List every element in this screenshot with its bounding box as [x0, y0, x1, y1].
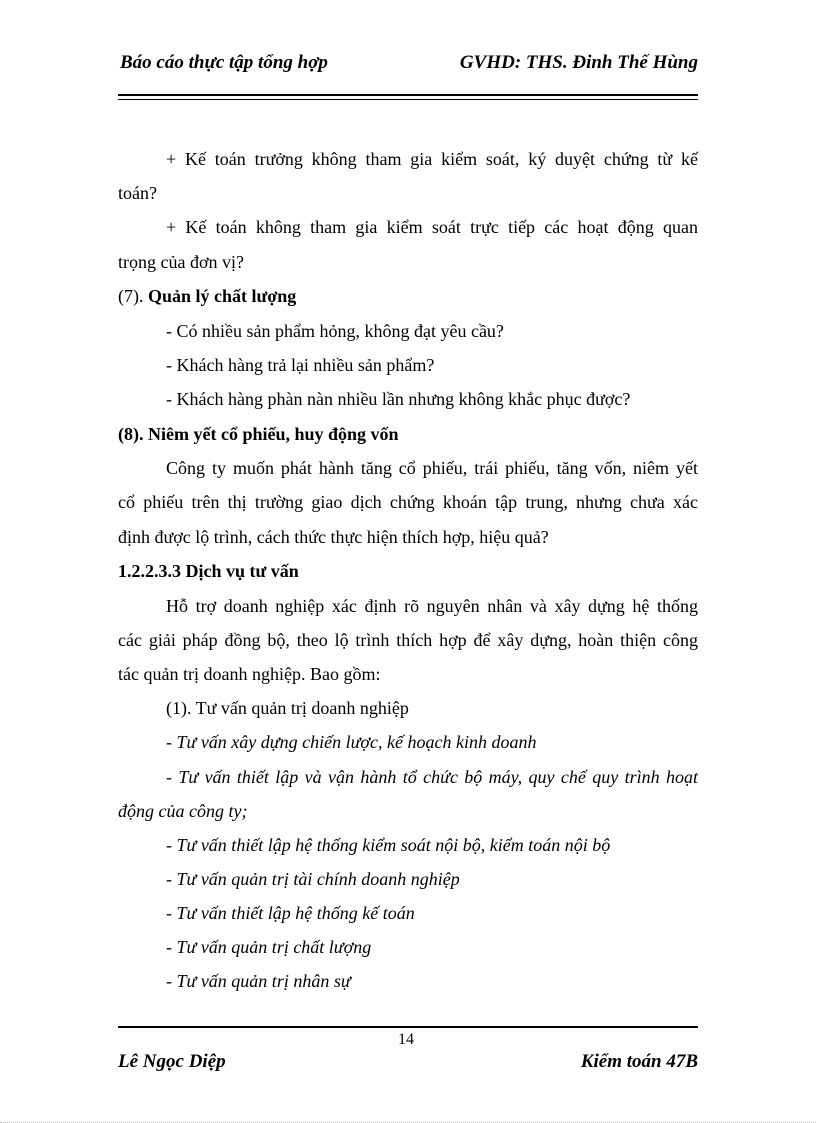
list-item: - Tư vấn thiết lập hệ thống kiểm soát nội bộ, kiểm toán nội bộ — [166, 835, 611, 855]
list-item: - Tư vấn xây dựng chiến lược, kế hoạch kinh doanh — [166, 732, 537, 752]
section-heading: 1.2.2.3.3 Dịch vụ tư vấn — [118, 561, 299, 581]
header-rule-thick — [118, 94, 698, 96]
page-header — [118, 52, 698, 82]
heading-title: Quản lý chất lượng — [143, 286, 297, 306]
subheading: (1). Tư vấn quản trị doanh nghiệp — [166, 698, 409, 718]
paragraph-line: toán? — [118, 183, 157, 203]
paragraph-line: định được lộ trình, cách thức thực hiện thích hợp, hiệu quả? — [118, 527, 549, 547]
heading-number: (7). — [118, 286, 144, 306]
list-item-continuation: động của công ty; — [118, 801, 248, 821]
heading-quality-management — [118, 285, 698, 307]
paragraph-line: + Kế toán trưởng không tham gia kiểm soát, ký duyệt chứng từ kế — [166, 149, 698, 169]
list-item: - Tư vấn thiết lập và vận hành tổ chức bộ máy, quy chế quy trình hoạt — [166, 767, 698, 787]
list-item: - Khách hàng trả lại nhiều sản phẩm? — [166, 355, 435, 375]
list-item: - Tư vấn quản trị tài chính doanh nghiệp — [166, 869, 460, 889]
list-item: - Khách hàng phàn nàn nhiều lần nhưng không khắc phục được? — [166, 389, 631, 409]
paragraph-line: trọng của đơn vị? — [118, 252, 244, 272]
footer-class: Kiểm toán 47B — [580, 1051, 698, 1072]
header-rule-thin — [118, 99, 698, 100]
paragraph-line: Hỗ trợ doanh nghiệp xác định rõ nguyên nhân và xây dựng hệ thống — [166, 596, 698, 616]
list-item: - Tư vấn quản trị nhân sự — [166, 971, 351, 991]
footer-author: Lê Ngọc Diệp — [118, 1051, 226, 1072]
header-report-title: Báo cáo thực tập tổng hợp — [120, 52, 328, 73]
list-item: - Tư vấn quản trị chất lượng — [166, 937, 372, 957]
paragraph-line: + Kế toán không tham gia kiểm soát trực tiếp các hoạt động quan — [166, 217, 698, 237]
header-supervisor: GVHD: THS. Đinh Thế Hùng — [459, 52, 698, 73]
list-item: - Có nhiều sản phẩm hỏng, không đạt yêu cầu? — [166, 321, 504, 341]
paragraph-line: các giải pháp đồng bộ, theo lộ trình thích hợp để xây dựng, hoàn thiện công — [118, 630, 698, 650]
paragraph-line: Công ty muốn phát hành tăng cổ phiếu, trái phiếu, tăng vốn, niêm yết — [166, 458, 698, 478]
paragraph-line: tác quản trị doanh nghiệp. Bao gồm: — [118, 664, 381, 684]
paragraph-line: cổ phiếu trên thị trường giao dịch chứng khoán tập trung, nhưng chưa xác — [118, 492, 698, 512]
page-number: 14 — [398, 1031, 414, 1048]
footer-rule — [118, 1026, 698, 1028]
list-item: - Tư vấn thiết lập hệ thống kế toán — [166, 903, 415, 923]
heading-stock-listing: (8). Niêm yết cổ phiếu, huy động vốn — [118, 424, 399, 444]
